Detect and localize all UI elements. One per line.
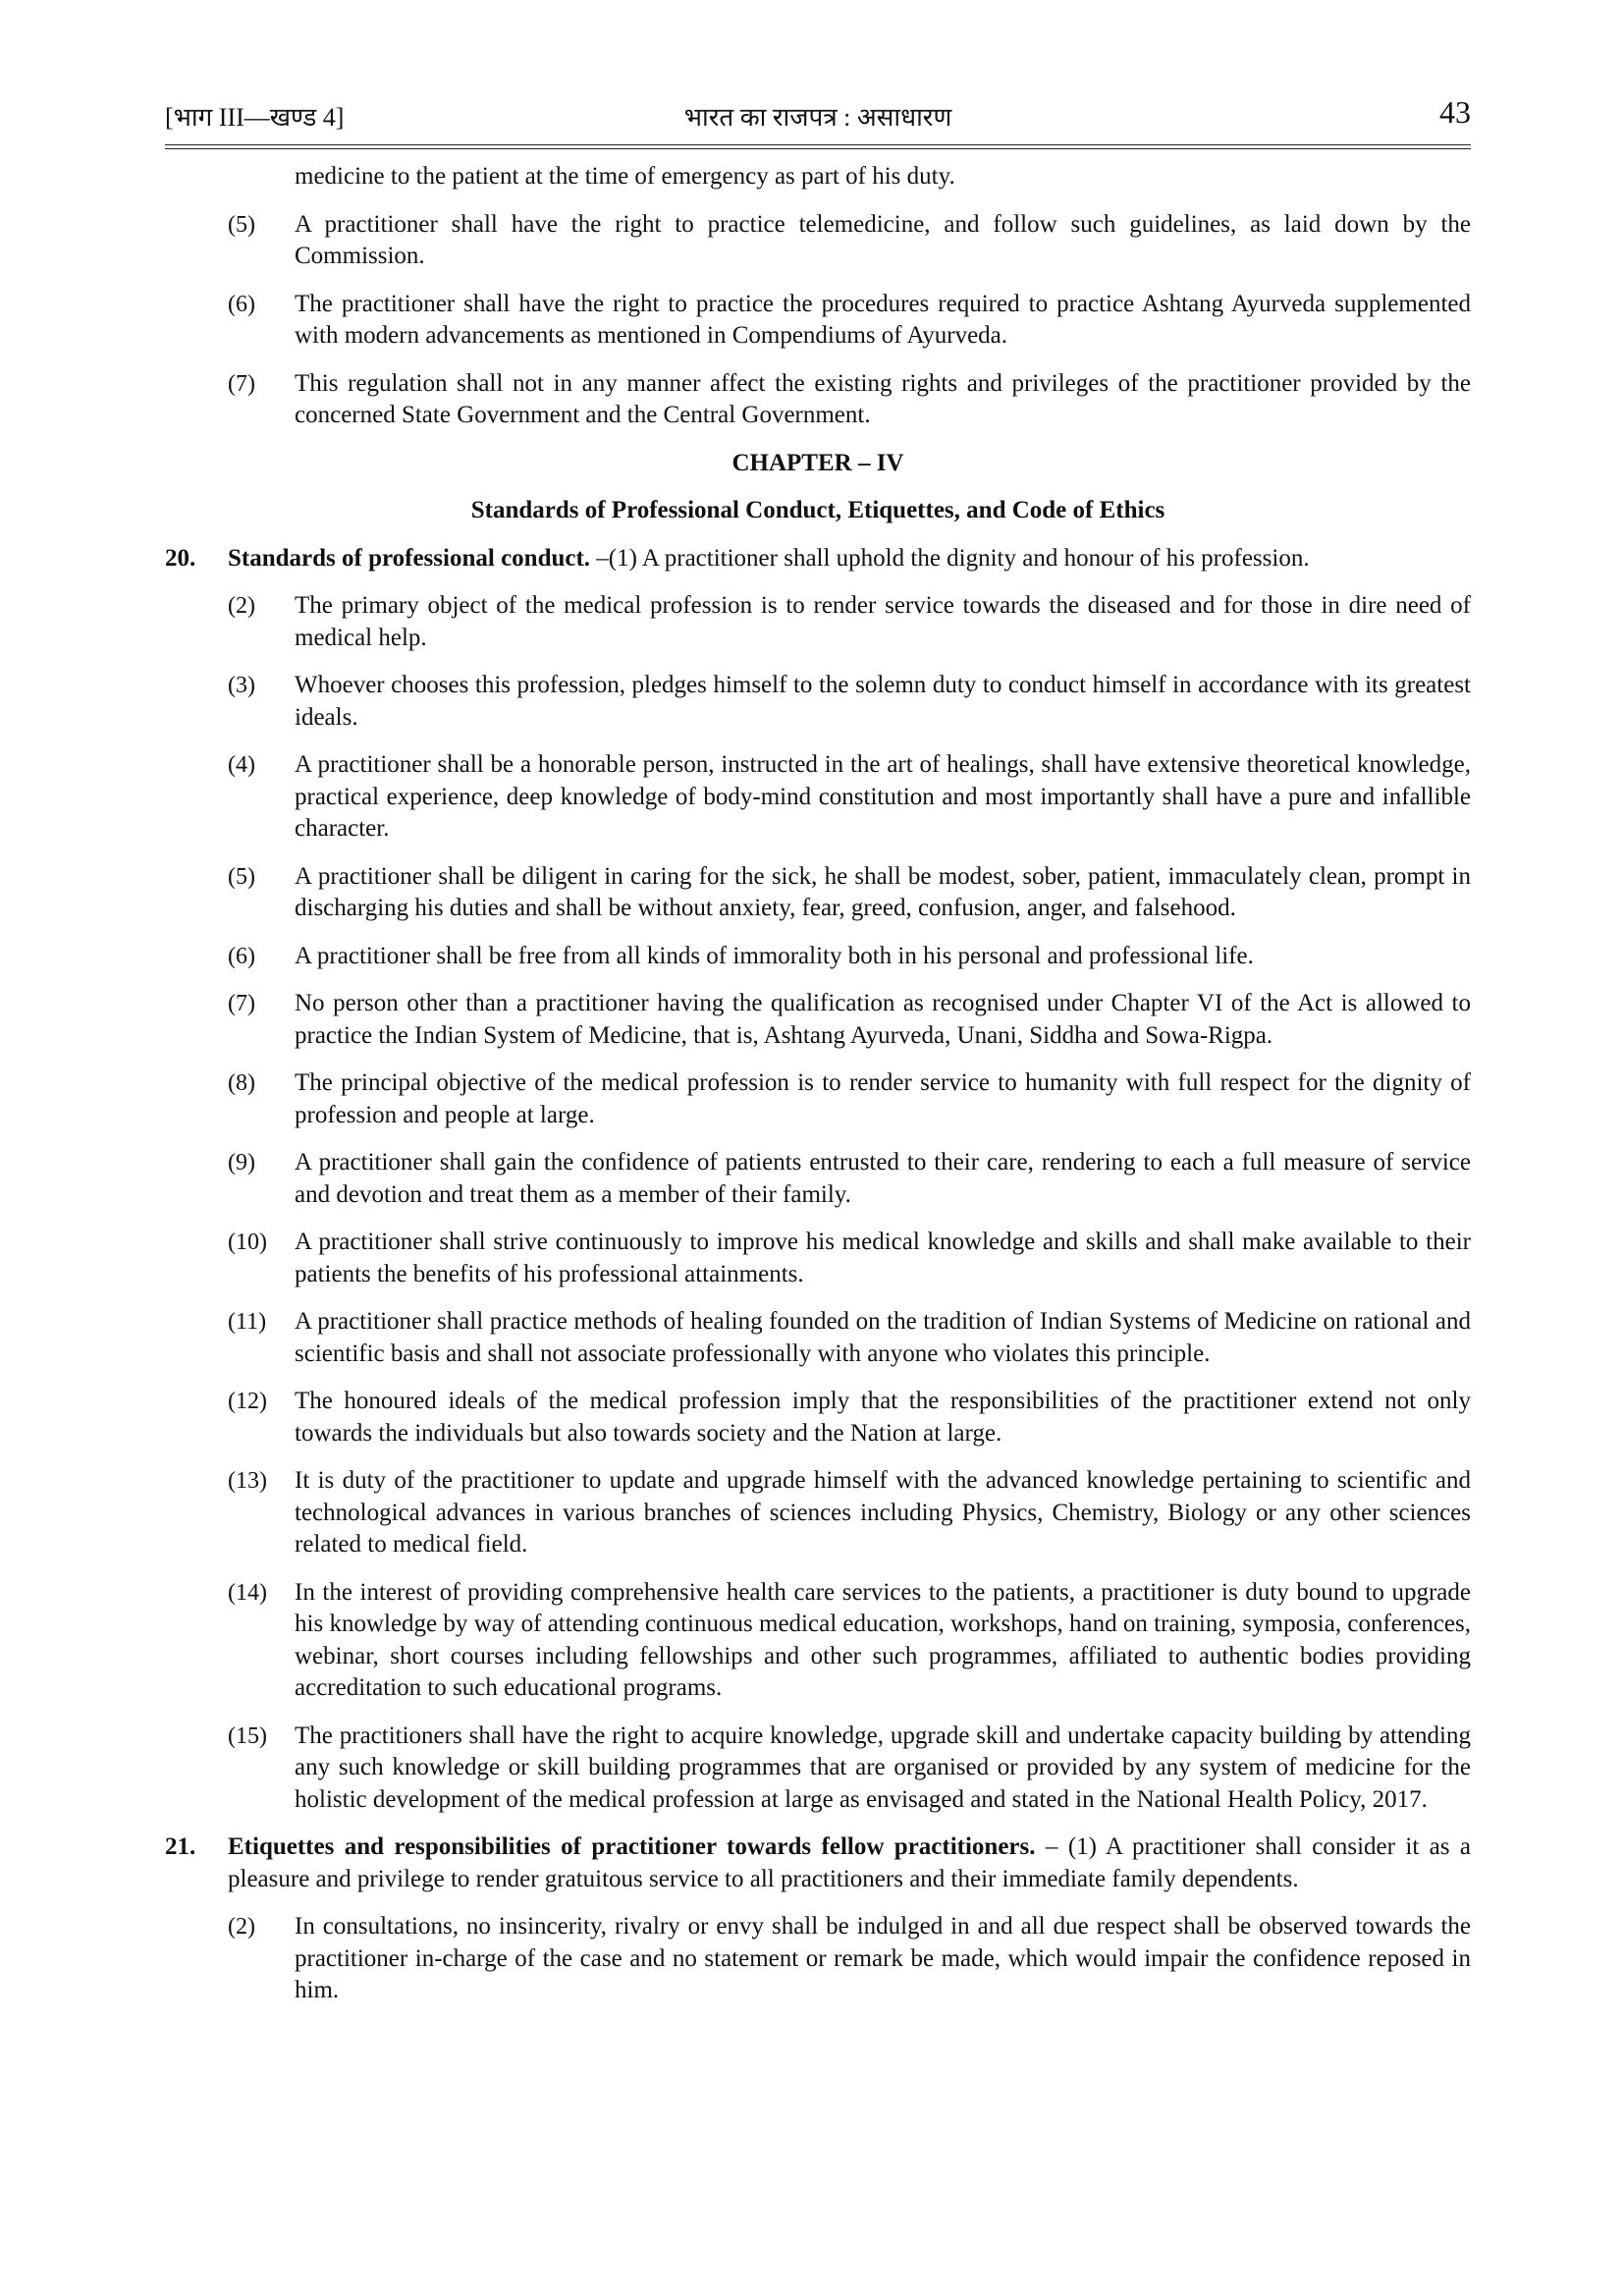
- regulation-lead-text: – (1) A practitioner shall consider it as a pleasure and privilege to render gratuitous service to all practitioners and their immediate family dependents.: [228, 1833, 1471, 1892]
- chapter-subtitle: Standards of Professional Conduct, Etiquettes, and Code of Ethics: [470, 497, 1165, 523]
- item-text: A practitioner shall strive continuously to improve his medical knowledge and skills and shall make available to their patients the benefits of his professional attainments.: [295, 1229, 1471, 1287]
- item-number: (8): [228, 1070, 255, 1096]
- item-text: The practitioner shall have the right to practice the procedures required to practice Ashtang Ayurveda supplemented with modern advancements as mentioned in Compendiums of Ayurveda.: [295, 290, 1471, 349]
- item-text: This regulation shall not in any manner affect the existing rights and privileges of the practitioner provided by the concerned State Government and the Central Government.: [295, 369, 1471, 428]
- item-text: The principal objective of the medical profession is to render service to humanity with full respect for the dignity of profession and people at large.: [295, 1069, 1471, 1128]
- item-number: (7): [228, 370, 255, 397]
- list-item: [165, 1147, 1471, 1211]
- header-rule-top: [165, 144, 1471, 145]
- item-number: (4): [228, 752, 255, 778]
- item-number: (15): [228, 1722, 267, 1749]
- item-text: In consultations, no insincerity, rivalry or envy shall be indulged in and all due respect shall be observed towards the practitioner in-charge of the case and no statement or remark be made, which would impair the confidence reposed in him.: [295, 1913, 1471, 2003]
- item-number: (6): [228, 291, 255, 317]
- list-item: [165, 1306, 1471, 1370]
- item-text: The practitioners shall have the right to acquire knowledge, upgrade skill and undertake capacity building by attending any such knowledge or skill building programmes that are organised or provided by any system of medicine for the holistic development of the medical profession at large as envisaged and stated in the National Health Policy, 2017.: [295, 1722, 1471, 1813]
- item-number: (13): [228, 1468, 267, 1494]
- list-item: [165, 1911, 1471, 2007]
- item-text: A practitioner shall have the right to practice telemedicine, and follow such guidelines, as laid down by the Commission.: [295, 210, 1471, 269]
- page-header: [165, 94, 1471, 137]
- item-text: A practitioner shall be diligent in caring for the sick, he shall be modest, sober, patient, immaculately clean, prompt in discharging his duties and shall be without anxiety, fear, greed, confusion, anger, and falsehood.: [295, 862, 1471, 921]
- item-number: (11): [228, 1309, 267, 1335]
- item-text: The honoured ideals of the medical profession imply that the responsibilities of the practitioner extend not only towards the individuals but also towards society and the Nation at large.: [295, 1388, 1471, 1447]
- list-item: [165, 368, 1471, 432]
- item-number: (2): [228, 1914, 255, 1940]
- page-number: 43: [1439, 94, 1471, 130]
- item-number: (5): [228, 863, 255, 890]
- list-item: [165, 988, 1471, 1052]
- item-number: (7): [228, 991, 255, 1016]
- item-text: Whoever chooses this profession, pledges himself to the solemn duty to conduct himself in accordance with its greatest ideals.: [295, 672, 1471, 731]
- item-number: (12): [228, 1389, 267, 1414]
- item-number: (3): [228, 673, 255, 698]
- item-text: It is duty of the practitioner to update and upgrade himself with the advanced knowledge pertaining to scientific and technological advances in various branches of sciences including Physics, Chemistry, Biology or any other sciences related to medical field.: [295, 1467, 1471, 1558]
- header-rule-bottom: [165, 148, 1471, 149]
- item-number: (6): [228, 943, 255, 969]
- list-item: [165, 1227, 1471, 1290]
- regulation-number: 21.: [165, 1833, 196, 1860]
- list-item: [165, 1577, 1471, 1705]
- item-text: A practitioner shall be free from all kinds of immorality both in his personal and professional life.: [295, 942, 1254, 969]
- list-item: [165, 749, 1471, 846]
- list-item: [165, 941, 1471, 973]
- list-item: [165, 1386, 1471, 1449]
- item-number: (5): [228, 211, 255, 238]
- list-item: [165, 209, 1471, 273]
- item-text: The primary object of the medical profession is to render service towards the diseased and for those in dire need of medical help.: [295, 592, 1471, 651]
- list-item: [165, 289, 1471, 353]
- header-gazette-title: भारत का राजपत्र : असाधारण: [683, 103, 952, 132]
- regulation-lead-text: –(1) A practitioner shall uphold the dignity and honour of his profession.: [590, 544, 1310, 572]
- regulation-heading: Etiquettes and responsibilities of practitioner towards fellow practitioners.: [228, 1833, 1036, 1860]
- item-number: (10): [228, 1230, 267, 1255]
- regulation-number: 20.: [165, 544, 196, 572]
- chapter-title: CHAPTER – IV: [731, 449, 904, 476]
- regulation-20: [165, 543, 1471, 575]
- continuation-text: medicine to the patient at the time of emergency as part of his duty.: [295, 163, 955, 190]
- header-part-section: [भाग III—खण्ड 4]: [165, 103, 345, 132]
- list-item: [165, 861, 1471, 925]
- page-body: [165, 161, 1471, 2023]
- regulation-21: [165, 1831, 1471, 1895]
- item-number: (9): [228, 1150, 255, 1175]
- item-text: In the interest of providing comprehensive health care services to the patients, a practitioner is duty bound to upgrade his knowledge by way of attending continuous medical education, workshops, hand on training, symposia, conferences, webinar, short courses including fellowships and other such programmes, affiliated to authentic bodies providing accreditation to such educational programs.: [295, 1578, 1471, 1701]
- item-number: (14): [228, 1579, 267, 1606]
- item-text: A practitioner shall practice methods of healing founded on the tradition of Indian Systems of Medicine on rational and scientific basis and shall not associate professionally with anyone who violates this principle.: [295, 1308, 1471, 1367]
- list-item: [165, 590, 1471, 654]
- regulation-heading: Standards of professional conduct.: [228, 544, 591, 572]
- list-item: [165, 670, 1471, 734]
- list-item: [165, 1465, 1471, 1561]
- list-item: [165, 1067, 1471, 1131]
- item-number: (2): [228, 593, 255, 619]
- item-text: A practitioner shall gain the confidence of patients entrusted to their care, rendering to each a full measure of service and devotion and treat them as a member of their family.: [295, 1149, 1471, 1208]
- item-text: No person other than a practitioner having the qualification as recognised under Chapter VI of the Act is allowed to practice the Indian System of Medicine, that is, Ashtang Ayurveda, Unani, Siddha and Sowa-Rigpa.: [295, 990, 1471, 1049]
- item-text: A practitioner shall be a honorable person, instructed in the art of healings, shall have extensive theoretical knowledge, practical experience, deep knowledge of body-mind constitution and most importantly shall have a pure and infallible character.: [295, 751, 1471, 842]
- list-item: [165, 1721, 1471, 1817]
